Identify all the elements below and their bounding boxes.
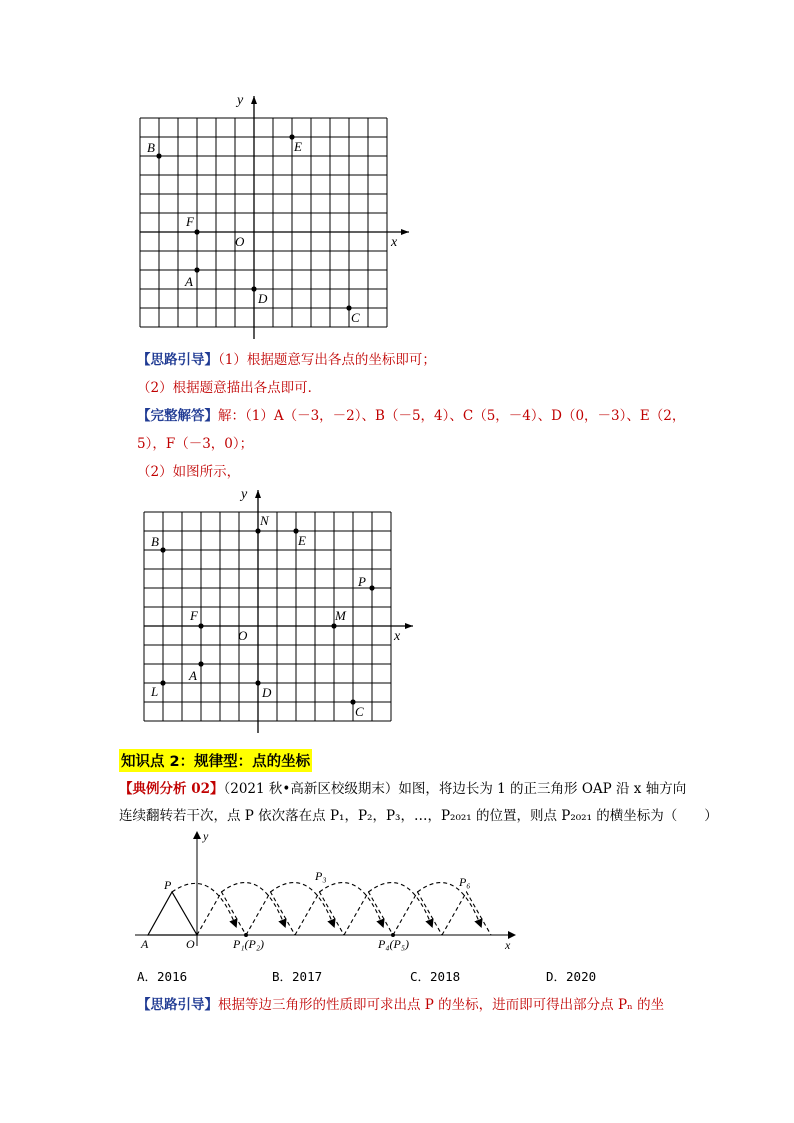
point-B xyxy=(156,153,161,158)
option-c[interactable]: C．2018 xyxy=(410,969,461,984)
point-label-D: D xyxy=(258,291,268,306)
flip-arc xyxy=(222,883,286,927)
point-label-A: A xyxy=(185,274,193,289)
point-A xyxy=(194,267,199,272)
answer-prefix: 解：（1） xyxy=(218,408,274,424)
y-axis-arrow xyxy=(251,96,257,104)
point-label-P: P xyxy=(358,574,366,589)
coordinate-grid-2 xyxy=(134,482,414,737)
point-label-D: D xyxy=(262,685,272,700)
origin-label: O xyxy=(238,628,248,643)
point-B xyxy=(160,547,165,552)
label-x: x xyxy=(505,938,511,952)
axes xyxy=(144,490,413,733)
label-p3: P₃ xyxy=(315,869,327,883)
example-tag: 【典例分析 02】 xyxy=(119,781,224,797)
flip-arc xyxy=(369,883,433,927)
answer-line-1 xyxy=(137,407,685,425)
flip-arc xyxy=(418,883,482,927)
flip-arc xyxy=(271,883,335,927)
coordinate-grid-1 xyxy=(130,88,410,343)
label-O: O xyxy=(186,937,195,951)
x-axis-arrow xyxy=(405,623,413,629)
point-label-C: C xyxy=(351,310,360,325)
point-label-F: F xyxy=(186,214,194,229)
hint-1-line-2: （2）根据题意描出各点即可． xyxy=(137,380,322,396)
point-D xyxy=(255,680,260,685)
point-F xyxy=(198,623,203,628)
point-label-C: C xyxy=(355,704,364,719)
point-label-B: B xyxy=(147,140,155,155)
x-axis-label: x xyxy=(391,235,398,250)
y-axis-arrow xyxy=(255,490,261,498)
point-M xyxy=(331,623,336,628)
x-axis-label: x xyxy=(394,629,401,644)
label-P: P xyxy=(164,878,172,892)
point-label-L: L xyxy=(151,684,159,699)
hint-1-line-1 xyxy=(137,351,436,369)
point-L xyxy=(160,680,165,685)
section-heading: 知识点 2：规律型：点的坐标 xyxy=(119,749,312,772)
hint-tag: 【思路引导】 xyxy=(137,352,218,368)
points xyxy=(150,513,375,719)
point-label-E: E xyxy=(294,139,302,154)
point-label-N: N xyxy=(260,513,269,528)
hint-text: （1）根据题意写出各点的坐标即可； xyxy=(218,352,436,368)
flip-paths xyxy=(172,883,491,937)
point-label-A: A xyxy=(189,668,197,683)
point-N xyxy=(255,528,260,533)
option-b[interactable]: B．2017 xyxy=(272,969,323,984)
point-P xyxy=(369,585,374,590)
point-A xyxy=(198,661,203,666)
answer-line-2: 5），F（－3，0）； xyxy=(137,436,254,452)
x-axis-arrow xyxy=(401,229,409,235)
option-a[interactable]: A．2016 xyxy=(137,969,188,984)
label-A: A xyxy=(141,937,149,951)
label-y: y xyxy=(203,829,209,843)
answer-coordinates: A（－3，－2）、B（－5，4）、C（5，－4）、D（0，－3）、E（2， xyxy=(273,408,686,424)
origin-label: O xyxy=(235,234,245,249)
hint-2-tag: 【思路引导】 xyxy=(137,997,218,1013)
point-label-E: E xyxy=(298,533,306,548)
example-line-1 xyxy=(119,780,686,798)
y-axis-label: y xyxy=(237,93,244,108)
option-d[interactable]: D．2020 xyxy=(546,969,597,984)
flip-arc xyxy=(320,883,384,927)
point-label-M: M xyxy=(335,608,346,623)
answer-line-3: （2）如图所示， xyxy=(137,464,241,480)
label-p4p5: P₄(P₅) xyxy=(378,937,409,951)
flip-arc xyxy=(172,883,236,927)
example-line-2: 连续翻转若干次，点 P 依次落在点 P₁，P₂，P₃，…，P₂₀₂₁ 的位置，则点 P₂₀₂₁ 的横坐标为（ ） xyxy=(119,808,718,824)
example-text-1: （2021 秋•高新区校级期末）如图，将边长为 1 的正三角形 OAP 沿 x 轴方向 xyxy=(223,781,687,797)
point-F xyxy=(194,229,199,234)
point-D xyxy=(251,286,256,291)
hint-2-text: 根据等边三角形的性质即可求出点 P 的坐标，进而即可得出部分点 Pₙ 的坐 xyxy=(218,997,665,1013)
y-axis-label: y xyxy=(241,487,248,502)
hint-2-line xyxy=(137,996,664,1014)
answer-tag: 【完整解答】 xyxy=(137,408,218,424)
flip-triangle-figure xyxy=(135,828,525,953)
label-p6: P₆ xyxy=(459,875,471,889)
point-label-B: B xyxy=(151,534,159,549)
axes xyxy=(140,96,409,339)
label-p1p2: P₁(P₂) xyxy=(233,937,264,951)
triangle-oap xyxy=(148,892,197,935)
point-label-F: F xyxy=(190,608,198,623)
